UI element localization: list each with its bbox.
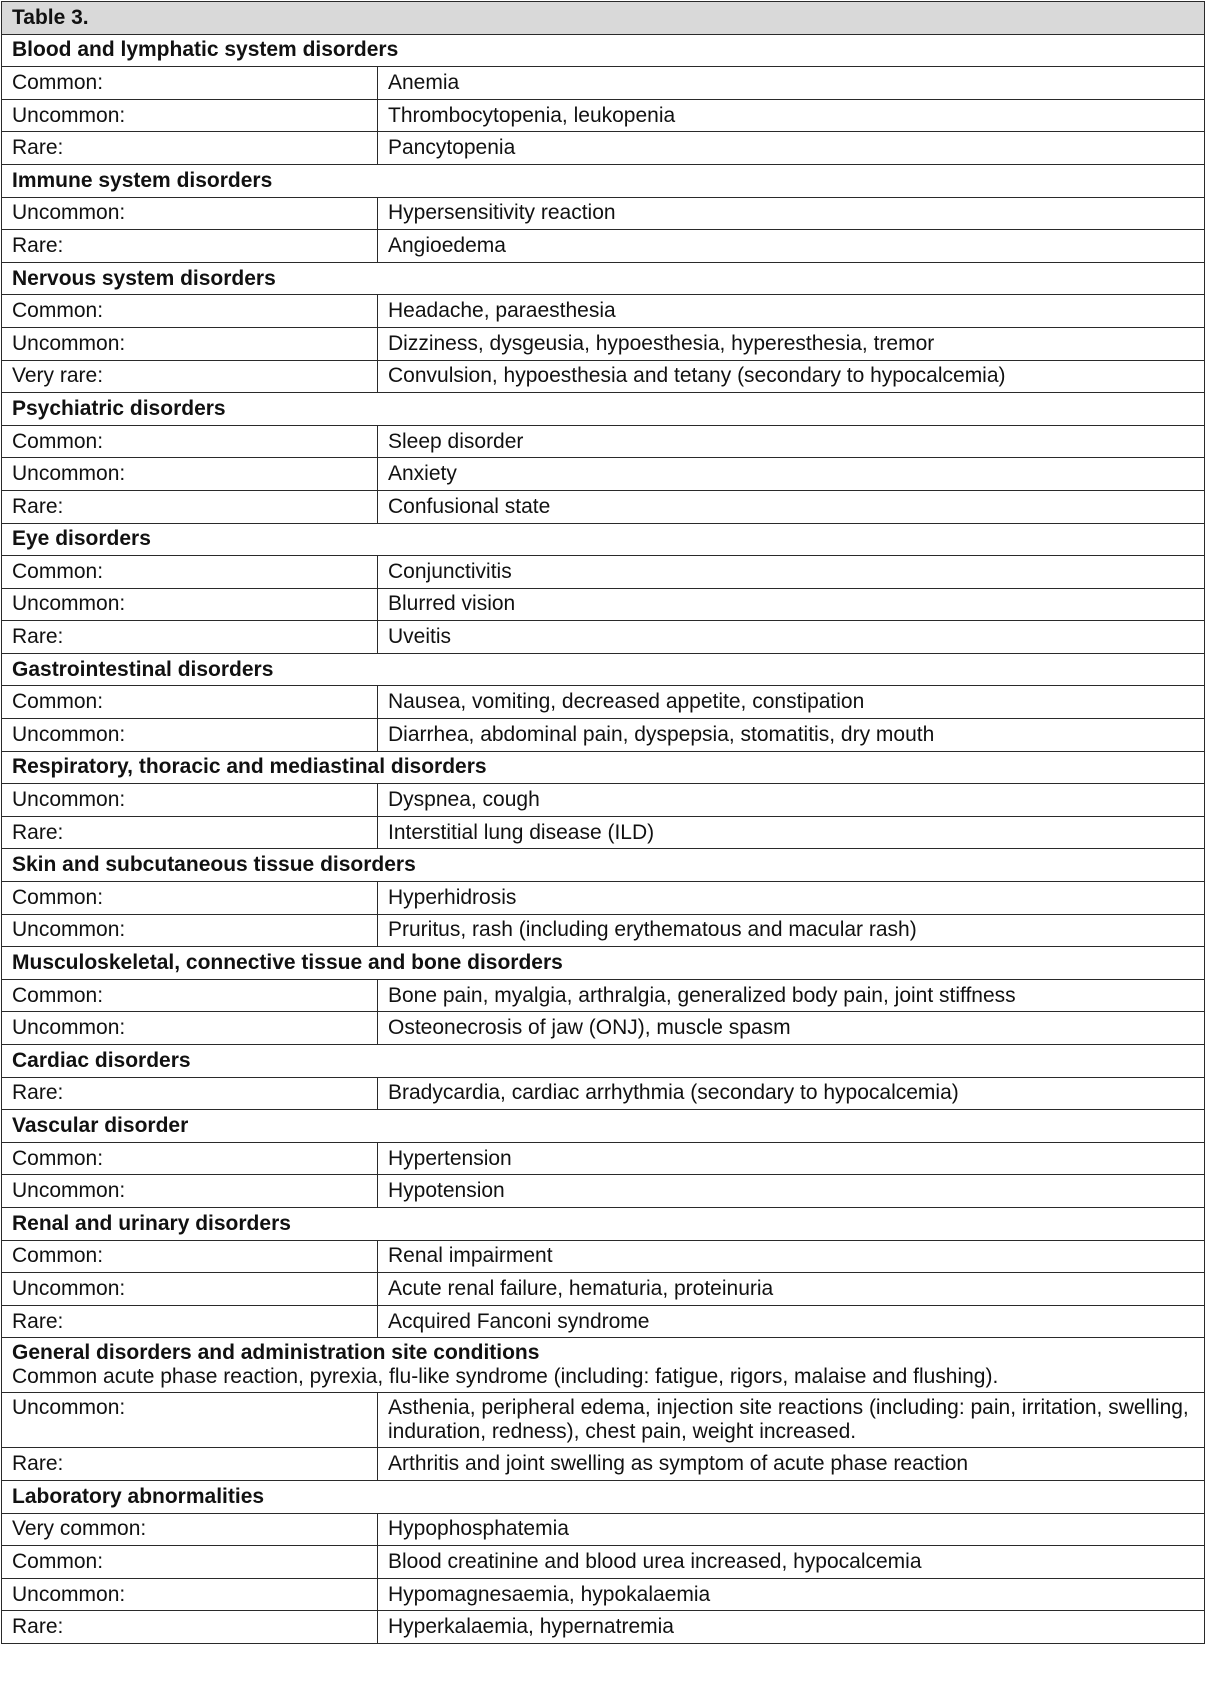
table-row xyxy=(2,882,1205,915)
table-row xyxy=(2,197,1205,230)
table-row xyxy=(2,1077,1205,1110)
frequency-cell: Common: xyxy=(2,67,378,100)
frequency-cell: Rare: xyxy=(2,1448,378,1481)
adverse-effects-cell: Convulsion, hypoesthesia and tetany (secondary to hypocalcemia) xyxy=(378,360,1205,393)
table-row xyxy=(2,360,1205,393)
frequency-cell: Rare: xyxy=(2,132,378,165)
section-heading: Eye disorders xyxy=(2,523,1205,556)
table-row xyxy=(2,1611,1205,1644)
frequency-cell: Common: xyxy=(2,425,378,458)
adverse-effects-cell: Uveitis xyxy=(378,621,1205,654)
table-row xyxy=(2,621,1205,654)
adverse-effects-cell: Dizziness, dysgeusia, hypoesthesia, hyperesthesia, tremor xyxy=(378,327,1205,360)
frequency-cell: Rare: xyxy=(2,816,378,849)
frequency-cell: Uncommon: xyxy=(2,784,378,817)
adverse-effects-cell: Arthritis and joint swelling as symptom of acute phase reaction xyxy=(378,1448,1205,1481)
frequency-cell: Common: xyxy=(2,979,378,1012)
section-heading: Gastrointestinal disorders xyxy=(2,653,1205,686)
section-heading: General disorders and administration site conditions xyxy=(12,1341,540,1365)
frequency-cell: Uncommon: xyxy=(2,99,378,132)
adverse-effects-cell: Pancytopenia xyxy=(378,132,1205,165)
table-row xyxy=(2,816,1205,849)
frequency-cell: Uncommon: xyxy=(2,1012,378,1045)
frequency-cell: Uncommon: xyxy=(2,914,378,947)
frequency-cell: Uncommon: xyxy=(2,719,378,752)
frequency-cell: Common: xyxy=(2,556,378,589)
table-row xyxy=(2,1305,1205,1338)
adverse-effects-cell: Interstitial lung disease (ILD) xyxy=(378,816,1205,849)
table-row xyxy=(2,686,1205,719)
adverse-effects-cell: Hyperhidrosis xyxy=(378,882,1205,915)
adverse-effects-cell: Headache, paraesthesia xyxy=(378,295,1205,328)
section-header-row xyxy=(2,262,1205,295)
section-header-row xyxy=(2,1480,1205,1513)
adverse-effects-cell: Bradycardia, cardiac arrhythmia (secondary to hypocalcemia) xyxy=(378,1077,1205,1110)
adverse-effects-cell: Pruritus, rash (including erythematous and macular rash) xyxy=(378,914,1205,947)
frequency-cell: Common: xyxy=(2,1546,378,1579)
section-heading: Renal and urinary disorders xyxy=(2,1207,1205,1240)
section-heading: Cardiac disorders xyxy=(2,1045,1205,1078)
adverse-effects-cell: Hyperkalaemia, hypernatremia xyxy=(378,1611,1205,1644)
adverse-effects-cell: Anemia xyxy=(378,67,1205,100)
table-row xyxy=(2,425,1205,458)
adverse-effects-cell: Angioedema xyxy=(378,230,1205,263)
section-heading: Laboratory abnormalities xyxy=(2,1480,1205,1513)
section-header-row xyxy=(2,1207,1205,1240)
table-row xyxy=(2,327,1205,360)
adverse-effects-cell: Hypophosphatemia xyxy=(378,1513,1205,1546)
adverse-effects-cell: Thrombocytopenia, leukopenia xyxy=(378,99,1205,132)
table-row xyxy=(2,1578,1205,1611)
section-heading: Skin and subcutaneous tissue disorders xyxy=(2,849,1205,882)
frequency-cell: Rare: xyxy=(2,490,378,523)
table-row xyxy=(2,979,1205,1012)
section-header-row xyxy=(2,849,1205,882)
frequency-cell: Rare: xyxy=(2,621,378,654)
adverse-effects-cell: Hypomagnesaemia, hypokalaemia xyxy=(378,1578,1205,1611)
section-header-row xyxy=(2,1045,1205,1078)
frequency-cell: Rare: xyxy=(2,1611,378,1644)
section-header-row xyxy=(2,751,1205,784)
adverse-reactions-table xyxy=(1,1,1205,1644)
table-title: Table 3. xyxy=(2,2,1205,35)
frequency-cell: Uncommon: xyxy=(2,327,378,360)
section-heading: Blood and lymphatic system disorders xyxy=(2,34,1205,67)
section-header-row xyxy=(2,653,1205,686)
adverse-effects-cell: Osteonecrosis of jaw (ONJ), muscle spasm xyxy=(378,1012,1205,1045)
adverse-effects-cell: Hypertension xyxy=(378,1142,1205,1175)
adverse-effects-cell: Nausea, vomiting, decreased appetite, constipation xyxy=(378,686,1205,719)
frequency-cell: Uncommon: xyxy=(2,1175,378,1208)
adverse-effects-cell: Diarrhea, abdominal pain, dyspepsia, stomatitis, dry mouth xyxy=(378,719,1205,752)
adverse-reactions-table-container xyxy=(1,1,1204,1644)
table-row xyxy=(2,784,1205,817)
table-row xyxy=(2,556,1205,589)
frequency-cell: Rare: xyxy=(2,1305,378,1338)
section-header-row xyxy=(2,164,1205,197)
adverse-effects-cell: Sleep disorder xyxy=(378,425,1205,458)
table-row xyxy=(2,1393,1205,1448)
table-row xyxy=(2,914,1205,947)
adverse-effects-cell: Dyspnea, cough xyxy=(378,784,1205,817)
adverse-effects-cell: Confusional state xyxy=(378,490,1205,523)
adverse-effects-cell: Acquired Fanconi syndrome xyxy=(378,1305,1205,1338)
frequency-cell: Uncommon: xyxy=(2,1393,378,1448)
section-header-cell xyxy=(2,1338,1205,1393)
frequency-cell: Uncommon: xyxy=(2,588,378,621)
table-row xyxy=(2,1546,1205,1579)
adverse-effects-cell: Bone pain, myalgia, arthralgia, generalized body pain, joint stiffness xyxy=(378,979,1205,1012)
table-row xyxy=(2,295,1205,328)
frequency-cell: Very common: xyxy=(2,1513,378,1546)
frequency-cell: Rare: xyxy=(2,230,378,263)
table-row xyxy=(2,719,1205,752)
table-row xyxy=(2,1012,1205,1045)
adverse-effects-cell: Blurred vision xyxy=(378,588,1205,621)
adverse-effects-cell: Hypersensitivity reaction xyxy=(378,197,1205,230)
table-row xyxy=(2,1240,1205,1273)
table-row xyxy=(2,132,1205,165)
section-heading: Musculoskeletal, connective tissue and bone disorders xyxy=(2,947,1205,980)
section-header-row xyxy=(2,523,1205,556)
frequency-cell: Uncommon: xyxy=(2,1578,378,1611)
table-title-row xyxy=(2,2,1205,35)
section-heading: Immune system disorders xyxy=(2,164,1205,197)
section-note: Common acute phase reaction, pyrexia, flu-like syndrome (including: fatigue, rigors, malaise and flushing). xyxy=(12,1365,999,1389)
adverse-effects-cell: Asthenia, peripheral edema, injection site reactions (including: pain, irritation, swelling, induration, redness), chest pain, weight increased. xyxy=(378,1393,1205,1448)
table-row xyxy=(2,230,1205,263)
section-header-row xyxy=(2,1110,1205,1143)
frequency-cell: Uncommon: xyxy=(2,458,378,491)
section-heading: Respiratory, thoracic and mediastinal disorders xyxy=(2,751,1205,784)
adverse-effects-cell: Renal impairment xyxy=(378,1240,1205,1273)
section-heading: Psychiatric disorders xyxy=(2,393,1205,426)
table-row xyxy=(2,1513,1205,1546)
frequency-cell: Uncommon: xyxy=(2,197,378,230)
section-header-row xyxy=(2,34,1205,67)
adverse-effects-cell: Acute renal failure, hematuria, proteinuria xyxy=(378,1273,1205,1306)
table-row xyxy=(2,490,1205,523)
table-row xyxy=(2,588,1205,621)
section-header-row xyxy=(2,1338,1205,1393)
frequency-cell: Common: xyxy=(2,295,378,328)
adverse-effects-cell: Conjunctivitis xyxy=(378,556,1205,589)
table-row xyxy=(2,1142,1205,1175)
table-row xyxy=(2,1175,1205,1208)
table-row xyxy=(2,67,1205,100)
table-row xyxy=(2,99,1205,132)
frequency-cell: Rare: xyxy=(2,1077,378,1110)
frequency-cell: Common: xyxy=(2,882,378,915)
section-heading: Vascular disorder xyxy=(2,1110,1205,1143)
frequency-cell: Common: xyxy=(2,1142,378,1175)
frequency-cell: Common: xyxy=(2,1240,378,1273)
section-header-row xyxy=(2,393,1205,426)
frequency-cell: Very rare: xyxy=(2,360,378,393)
section-heading: Nervous system disorders xyxy=(2,262,1205,295)
frequency-cell: Common: xyxy=(2,686,378,719)
table-body xyxy=(2,2,1205,1644)
table-row xyxy=(2,1273,1205,1306)
section-header-row xyxy=(2,947,1205,980)
adverse-effects-cell: Anxiety xyxy=(378,458,1205,491)
adverse-effects-cell: Hypotension xyxy=(378,1175,1205,1208)
adverse-effects-cell: Blood creatinine and blood urea increased, hypocalcemia xyxy=(378,1546,1205,1579)
table-row xyxy=(2,458,1205,491)
frequency-cell: Uncommon: xyxy=(2,1273,378,1306)
table-row xyxy=(2,1448,1205,1481)
